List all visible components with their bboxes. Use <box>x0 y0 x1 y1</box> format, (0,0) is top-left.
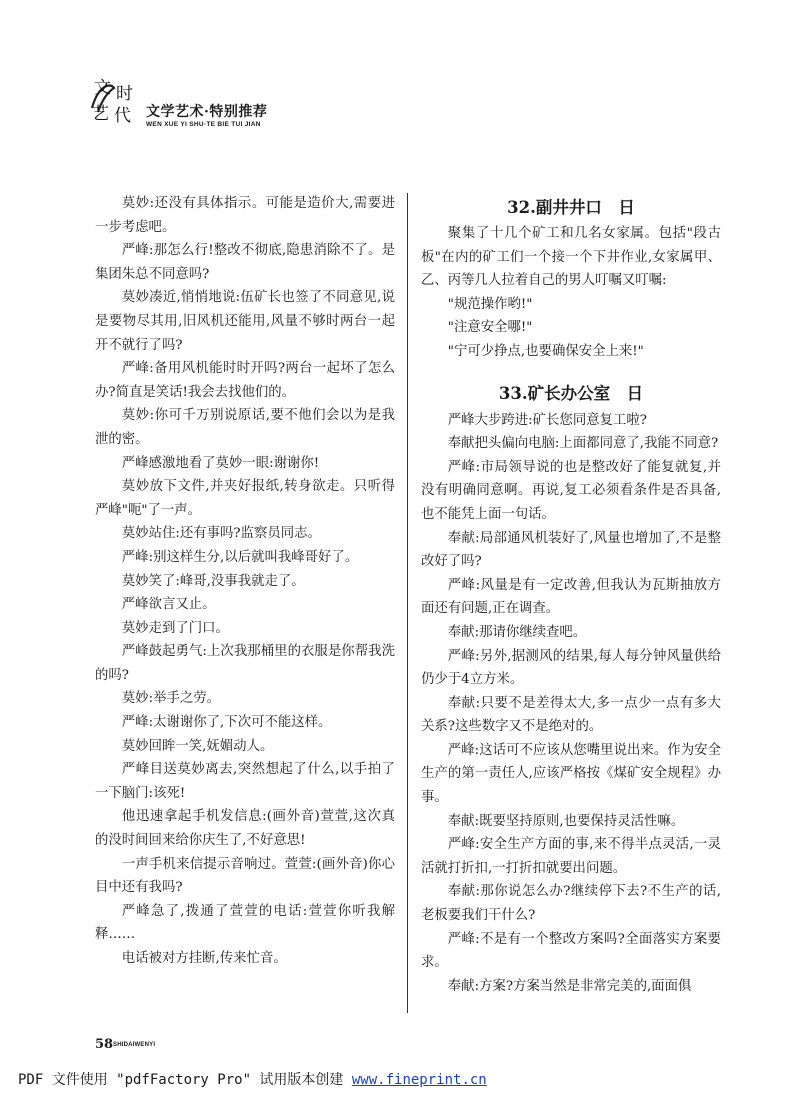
paragraph: 严峰目送莫妙离去,突然想起了什么,以手拍了一下脑门:该死! <box>95 762 395 801</box>
paragraph: 严峰:风量是有一定改善,但我认为瓦斯抽放方面还有问题,正在调查。 <box>421 577 721 617</box>
paragraph: 严峰:另外,据测风的结果,每人每分钟风量供给仍少于4立方米。 <box>421 648 721 688</box>
paragraph: 严峰:安全生产方面的事,来不得半点灵活,一灵活就打折扣,一打折扣就要出问题。 <box>421 837 721 876</box>
paragraph: 莫妙:你可千万别说原话,要不他们会以为是我泄的密。 <box>95 408 395 447</box>
paragraph: 一声手机来信提示音响过。萱萱:(画外音)你心目中还有我吗? <box>95 856 395 896</box>
paragraph: 奉献:局部通风机装好了,风量也增加了,不是整改好了吗? <box>421 530 721 570</box>
magazine-logo <box>88 78 140 128</box>
paragraph: 莫妙笑了:峰哥,没事我就走了。 <box>121 573 305 589</box>
paragraph: 他迅速拿起手机发信息:(画外音)萱萱,这次真的没时间回来给你庆生了,不好意思! <box>95 809 395 849</box>
paragraph: 严峰感激地看了莫妙一眼:谢谢你! <box>121 455 320 471</box>
paragraph: 严峰:备用风机能时时开吗?两台一起坏了怎么办?简直是笑话!我会去找他们的。 <box>95 361 395 400</box>
paragraph: 严峰:这话可不应该从您嘴里说出来。作为安全生产的第一责任人,应该严格按《煤矿安全规程》办事。 <box>421 742 721 806</box>
paragraph: 莫妙走到了门口。 <box>121 620 229 636</box>
logo-char-wen: 文 <box>94 78 111 98</box>
paragraph: 莫妙回眸一笑,妩媚动人。 <box>121 738 274 754</box>
paragraph: 聚集了十几个矿工和几名女家属。包括"段古板"在内的矿工们一个接一个下井作业,女家属甲、乙、丙等几人拉着自己的男人叮嘱又叮嘱: <box>421 226 721 289</box>
logo-char-shi: 时 <box>116 84 133 104</box>
paragraph: 莫妙站住:还有事吗?监察员同志。 <box>121 526 321 542</box>
paragraph: 严峰急了,拨通了萱萱的电话:萱萱你听我解释…… <box>95 903 395 943</box>
logo-char-dai: 代 <box>114 106 131 126</box>
paragraph: 严峰欲言又止。 <box>121 597 216 613</box>
paragraph: 严峰:别这样生分,以后就叫我峰哥好了。 <box>121 549 359 565</box>
left-column <box>95 192 395 971</box>
section-subtitle: WEN XUE YI SHU·TE BIE TUI JIAN <box>146 121 261 128</box>
paragraph: 严峰:太谢谢你了,下次可不能这样。 <box>121 715 332 731</box>
paragraph: 奉献:那你说怎么办?继续停下去?不生产的话,老板要我们干什么? <box>421 884 721 924</box>
logo-char-yi: 艺 <box>92 104 109 124</box>
paragraph: 莫妙:举手之劳。 <box>121 691 221 707</box>
scene-heading-32: 32.副井井口 日 <box>507 198 635 217</box>
page-number: 58 <box>95 1037 114 1052</box>
scene-heading-33: 33.矿长办公室 日 <box>498 383 644 403</box>
paragraph: "注意安全哪!" <box>447 320 533 336</box>
paragraph: 奉献:只要不是差得太大,多一点少一点有多大关系?这些数字又不是绝对的。 <box>421 695 721 735</box>
paragraph: 莫妙凑近,悄悄地说:伍矿长也签了不同意见,说是要物尽其用,旧风机还能用,风量不够时两台一起开不就行了吗? <box>95 290 395 353</box>
paragraph: 奉献:方案?方案当然是非常完美的,面面俱 <box>447 978 692 994</box>
paragraph: 莫妙放下文件,并夹好报纸,转身欲走。只听得严峰"呃"了一声。 <box>95 479 395 518</box>
paragraph: 莫妙:还没有具体指示。可能是造价大,需要进一步考虑吧。 <box>95 196 395 235</box>
paragraph: "宁可少挣点,也要确保安全上来!" <box>447 343 644 359</box>
paragraph: 严峰:不是有一个整改方案吗?全面落实方案要求。 <box>421 931 721 971</box>
footer-text: PDF 文件使用 "pdfFactory Pro" 试用版本创建 <box>18 1072 352 1088</box>
paragraph: "规范操作哟!" <box>447 296 533 312</box>
paragraph: 严峰大步跨进:矿长您同意复工啦? <box>447 412 647 428</box>
footer-link[interactable]: www.fineprint.cn <box>351 1072 487 1088</box>
folio-label: SHIDAIWENYI <box>113 1042 156 1048</box>
column-divider <box>407 193 408 1013</box>
paragraph: 严峰:那怎么行!整改不彻底,隐患消除不了。是集团朱总不同意吗? <box>95 243 395 282</box>
section-title: 文学艺术·特别推荐 <box>146 104 268 120</box>
paragraph: 奉献把头偏向电脑:上面都同意了,我能不同意? <box>447 436 719 452</box>
pdf-footer <box>18 1069 487 1089</box>
paragraph: 严峰:市局领导说的也是整改好了能复就复,并没有明确同意啊。再说,复工必须看条件是否具备,也不能凭上面一句话。 <box>421 459 721 522</box>
paragraph: 电话被对方挂断,传来忙音。 <box>121 951 287 966</box>
paragraph: 奉献:既要坚持原则,也要保持灵活性嘛。 <box>447 813 685 829</box>
right-column <box>421 196 721 998</box>
paragraph: 奉献:那请你继续查吧。 <box>447 624 587 640</box>
paragraph: 严峰鼓起勇气:上次我那桶里的衣服是你帮我洗的吗? <box>95 644 395 683</box>
